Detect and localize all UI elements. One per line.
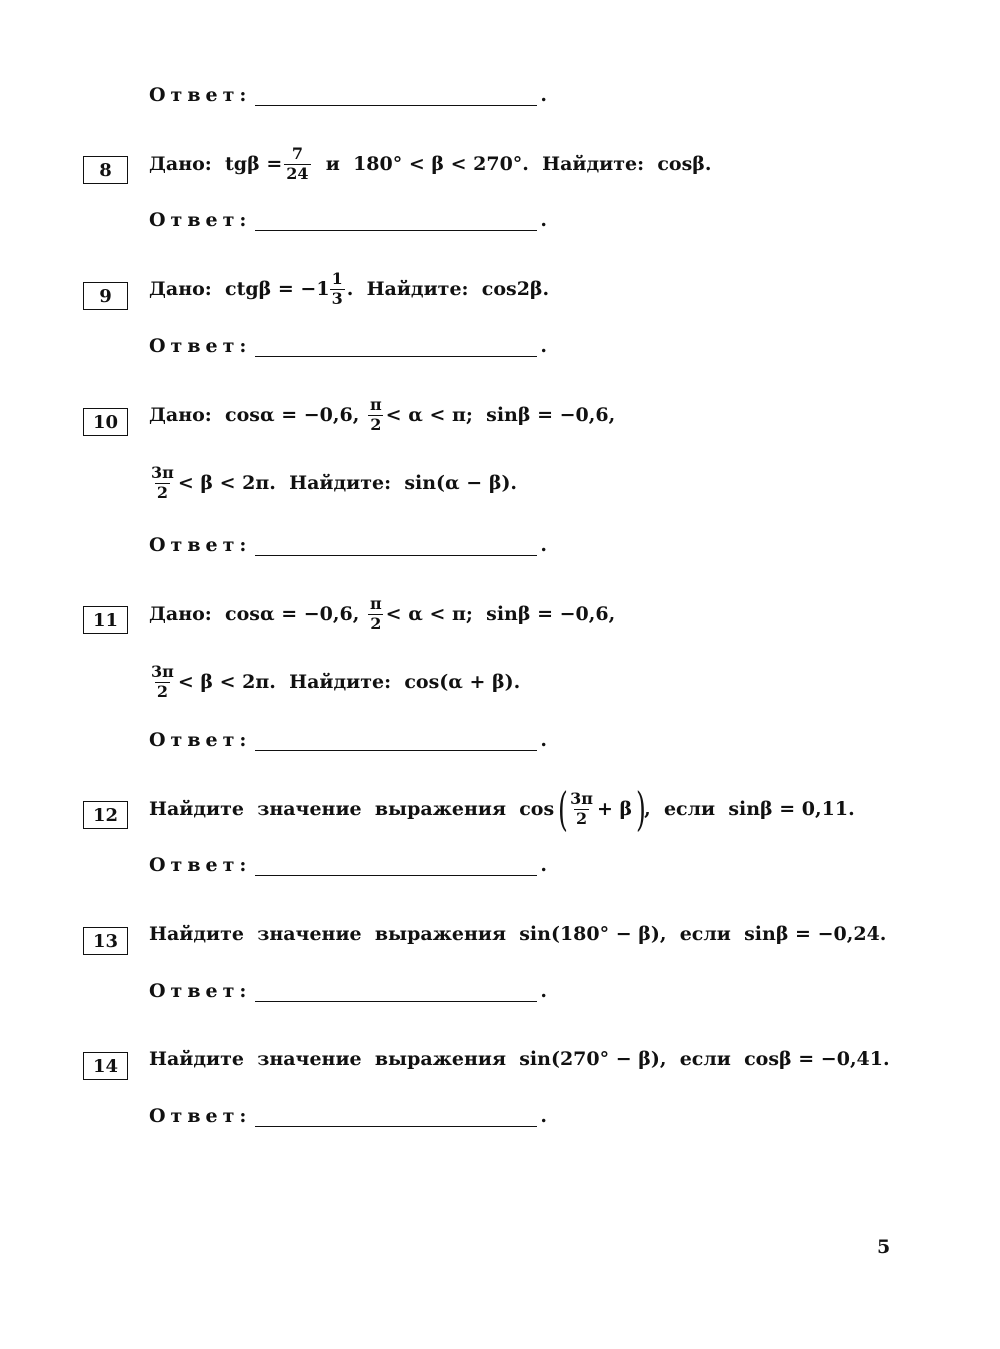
problem-12-text	[149, 784, 855, 834]
answer-blank[interactable]	[255, 1106, 537, 1127]
fraction-3pi-2	[149, 663, 176, 701]
answer-line-12	[149, 846, 547, 876]
problem-8-part2: и 180° < β < 270°. Найдите: cosβ.	[312, 153, 712, 175]
answer-blank[interactable]	[255, 855, 537, 876]
problem-9-part1: Дано: ctgβ = −1	[149, 278, 330, 300]
problem-10-line2	[149, 460, 517, 506]
problem-14-text	[149, 1045, 890, 1073]
answer-dot: .	[540, 335, 548, 357]
answer-line-14	[149, 1097, 547, 1127]
answer-label: Ответ:	[149, 854, 252, 876]
answer-blank[interactable]	[255, 336, 537, 357]
problem-number-8: 8	[83, 156, 128, 184]
fraction-numerator: 3π	[151, 662, 174, 682]
problem-number-14: 14	[83, 1052, 128, 1080]
problem-12-part2: + β	[596, 798, 633, 820]
problem-number-10: 10	[83, 408, 128, 436]
problem-11-line1	[149, 591, 615, 637]
answer-blank[interactable]	[255, 535, 537, 556]
answer-label: Ответ:	[149, 729, 252, 751]
left-paren: (	[558, 782, 569, 836]
problem-number-12: 12	[83, 801, 128, 829]
answer-dot: .	[540, 84, 548, 106]
problem-13-text	[149, 920, 886, 948]
problem-number-9: 9	[83, 282, 128, 310]
problem-14-part1: Найдите значение выражения sin(270° − β), если cosβ = −0,41.	[149, 1048, 890, 1070]
answer-dot: .	[540, 1105, 548, 1127]
answer-line-13	[149, 972, 547, 1002]
answer-label: Ответ:	[149, 534, 252, 556]
answer-blank[interactable]	[255, 730, 537, 751]
fraction-denominator: 2	[575, 808, 588, 828]
answer-dot: .	[540, 534, 548, 556]
problem-11-line2	[149, 659, 520, 705]
problem-number-11: 11	[83, 606, 128, 634]
right-paren: )	[636, 782, 647, 836]
answer-label: Ответ:	[149, 209, 252, 231]
answer-line-10	[149, 526, 547, 556]
answer-line-8	[149, 201, 547, 231]
answer-dot: .	[540, 854, 548, 876]
fraction-numerator: 3π	[570, 789, 593, 809]
problem-10-line1	[149, 392, 615, 438]
problem-10-part1: Дано: cosα = −0,6,	[149, 404, 366, 426]
fraction-1-3	[330, 270, 345, 308]
fraction-pi-2	[368, 595, 384, 633]
answer-line-11	[149, 721, 547, 751]
fraction-denominator: 24	[286, 163, 309, 183]
fraction-7-24	[284, 145, 310, 183]
problem-11-part1: Дано: cosα = −0,6,	[149, 603, 366, 625]
problem-10-part2: < α < π; sinβ = −0,6,	[385, 404, 616, 426]
answer-blank[interactable]	[255, 85, 537, 106]
problem-9-text	[149, 266, 549, 312]
answer-label: Ответ:	[149, 335, 252, 357]
answer-blank[interactable]	[255, 210, 537, 231]
fraction-numerator: π	[369, 395, 382, 415]
problem-11-part2: < α < π; sinβ = −0,6,	[385, 603, 616, 625]
answer-label: Ответ:	[149, 84, 252, 106]
answer-line-7	[149, 76, 547, 106]
fraction-numerator: 1	[331, 269, 343, 289]
problem-10-part3: < β < 2π. Найдите: sin(α − β).	[177, 472, 518, 494]
fraction-denominator: 3	[331, 288, 343, 308]
fraction-numerator: 3π	[151, 463, 174, 483]
answer-label: Ответ:	[149, 980, 252, 1002]
fraction-3pi-2	[568, 790, 595, 828]
problem-number-13: 13	[83, 927, 128, 955]
fraction-denominator: 2	[370, 613, 382, 633]
problem-9-part2: . Найдите: cos2β.	[346, 278, 550, 300]
answer-dot: .	[540, 209, 548, 231]
answer-blank[interactable]	[255, 981, 537, 1002]
problem-8-part1: Дано: tgβ =	[149, 153, 283, 175]
problem-8-text	[149, 141, 712, 187]
answer-label: Ответ:	[149, 1105, 252, 1127]
problem-12-part1: Найдите значение выражения cos	[149, 798, 555, 820]
problem-13-part1: Найдите значение выражения sin(180° − β), если sinβ = −0,24.	[149, 923, 887, 945]
problem-12-part3: , если sinβ = 0,11.	[644, 798, 855, 820]
fraction-numerator: π	[369, 594, 382, 614]
answer-line-9	[149, 327, 547, 357]
fraction-pi-2	[368, 396, 384, 434]
answer-dot: .	[540, 980, 548, 1002]
fraction-denominator: 2	[156, 482, 168, 502]
fraction-denominator: 2	[370, 414, 382, 434]
fraction-3pi-2	[149, 464, 176, 502]
fraction-numerator: 7	[291, 144, 303, 164]
answer-dot: .	[540, 729, 548, 751]
fraction-denominator: 2	[156, 681, 168, 701]
page-number: 5	[877, 1236, 891, 1258]
problem-11-part3: < β < 2π. Найдите: cos(α + β).	[177, 671, 521, 693]
